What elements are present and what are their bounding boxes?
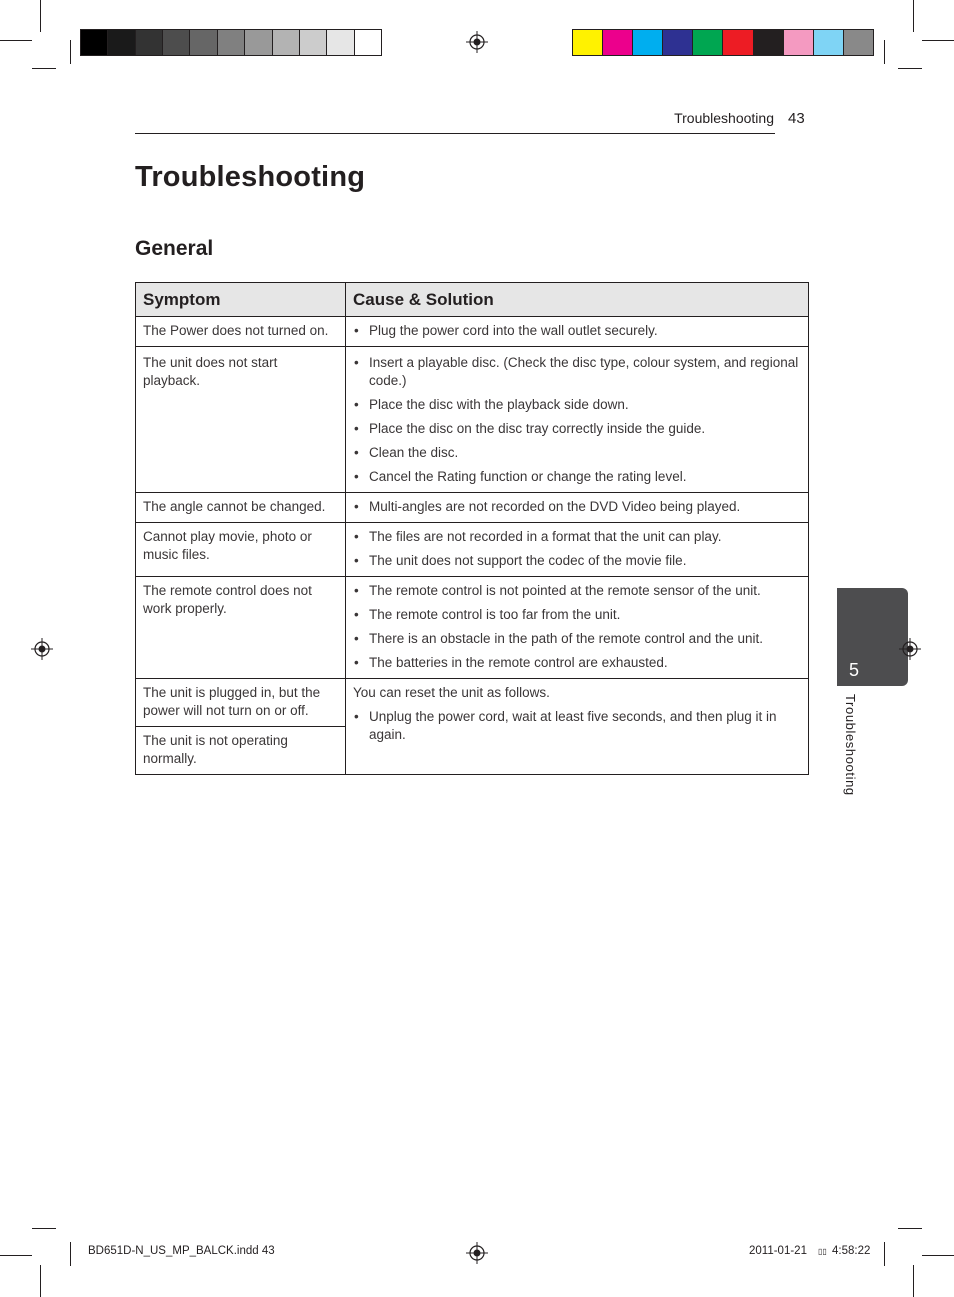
registration-crosshair-icon: [31, 638, 53, 660]
solution-cell: [346, 679, 809, 775]
header-rule: [135, 133, 775, 134]
crop-mark: [884, 40, 885, 64]
crop-mark: [913, 0, 914, 32]
crop-mark: [898, 68, 922, 69]
solution-cell: [346, 347, 809, 493]
page-title: Troubleshooting: [135, 161, 366, 193]
symptom-cell: The unit is not operating normally.: [136, 727, 346, 775]
grayscale-swatch: [163, 30, 190, 55]
table-row: [136, 493, 809, 523]
grayscale-color-bar: [80, 29, 382, 56]
symptom-cell: The unit does not start playback.: [136, 347, 346, 493]
table-row: [136, 347, 809, 493]
solution-item: • Cancel the Rating function or change the rating level.: [353, 468, 801, 486]
footer-time: 4:58:22: [832, 1245, 871, 1257]
troubleshooting-table: [135, 282, 809, 775]
solution-item: • The files are not recorded in a format that the unit can play.: [353, 528, 801, 546]
process-color-swatch: [844, 30, 873, 55]
grayscale-swatch: [108, 30, 135, 55]
crop-mark: [70, 40, 71, 64]
solution-list: [353, 582, 801, 672]
crop-mark: [898, 1228, 922, 1229]
solution-item: • Plug the power cord into the wall outlet securely.: [353, 322, 801, 340]
grayscale-swatch: [218, 30, 245, 55]
solution-cell: [346, 493, 809, 523]
solution-item: • Clean the disc.: [353, 444, 801, 462]
process-color-bar: [572, 29, 874, 56]
table-header-row: [136, 283, 809, 317]
footer-glyph: ▯▯: [818, 1247, 827, 1256]
symptom-cell: The remote control does not work properly.: [136, 577, 346, 679]
solution-list: [353, 354, 801, 486]
grayscale-swatch: [190, 30, 217, 55]
running-header-title: Troubleshooting: [674, 110, 774, 126]
crop-mark: [32, 1228, 56, 1229]
symptom-cell: The Power does not turned on.: [136, 317, 346, 347]
grayscale-swatch: [355, 30, 381, 55]
registration-crosshair-icon: [466, 31, 488, 53]
process-color-swatch: [603, 30, 633, 55]
section-heading: General: [135, 237, 214, 260]
solution-item: • The unit does not support the codec of the movie file.: [353, 552, 801, 570]
solution-item: • There is an obstacle in the path of the remote control and the unit.: [353, 630, 801, 648]
crop-mark: [913, 1265, 914, 1297]
crop-mark: [32, 68, 56, 69]
crop-mark: [70, 1242, 71, 1266]
crop-mark: [0, 40, 32, 41]
process-color-swatch: [663, 30, 693, 55]
solution-cell: [346, 317, 809, 347]
solution-item: • Place the disc with the playback side down.: [353, 396, 801, 414]
solution-cell: [346, 523, 809, 577]
process-color-swatch: [814, 30, 844, 55]
solution-list: [353, 528, 801, 570]
solution-item: • Unplug the power cord, wait at least five seconds, and then plug it in again.: [353, 708, 801, 744]
symptom-cell: Cannot play movie, photo or music files.: [136, 523, 346, 577]
solution-item: • Insert a playable disc. (Check the disc type, colour system, and regional code.): [353, 354, 801, 390]
solution-list: [353, 498, 801, 516]
table-row: [136, 679, 809, 727]
process-color-swatch: [723, 30, 753, 55]
page-number: 43: [788, 110, 805, 127]
process-color-swatch: [784, 30, 814, 55]
grayscale-swatch: [300, 30, 327, 55]
solution-intro: You can reset the unit as follows.: [353, 685, 550, 700]
solution-item: • Place the disc on the disc tray correctly inside the guide.: [353, 420, 801, 438]
crop-mark: [40, 1265, 41, 1297]
symptom-cell: The angle cannot be changed.: [136, 493, 346, 523]
process-color-swatch: [633, 30, 663, 55]
process-color-swatch: [754, 30, 784, 55]
solution-list: [353, 708, 801, 744]
grayscale-swatch: [81, 30, 108, 55]
registration-crosshair-icon: [466, 1242, 488, 1264]
table-row: [136, 577, 809, 679]
solution-cell: [346, 577, 809, 679]
solution-item: • The remote control is too far from the unit.: [353, 606, 801, 624]
crop-mark: [0, 1255, 32, 1256]
column-header-solution: Cause & Solution: [346, 283, 809, 317]
footer-date: 2011-01-21: [749, 1245, 807, 1257]
column-header-symptom: Symptom: [136, 283, 346, 317]
process-color-swatch: [693, 30, 723, 55]
crop-mark: [884, 1242, 885, 1266]
grayscale-swatch: [273, 30, 300, 55]
grayscale-swatch: [327, 30, 354, 55]
symptom-cell: The unit is plugged in, but the power will not turn on or off.: [136, 679, 346, 727]
table-row: [136, 523, 809, 577]
registration-crosshair-icon: [899, 638, 921, 660]
chapter-tab: [837, 588, 908, 686]
crop-mark: [922, 1255, 954, 1256]
process-color-swatch: [573, 30, 603, 55]
table-row: [136, 317, 809, 347]
chapter-label: Troubleshooting: [843, 694, 858, 796]
crop-mark: [40, 0, 41, 32]
crop-mark: [922, 40, 954, 41]
solution-item: • The remote control is not pointed at the remote sensor of the unit.: [353, 582, 801, 600]
grayscale-swatch: [136, 30, 163, 55]
solution-item: • Multi-angles are not recorded on the DVD Video being played.: [353, 498, 801, 516]
solution-item: • The batteries in the remote control are exhausted.: [353, 654, 801, 672]
footer-file-name: BD651D-N_US_MP_BALCK.indd 43: [88, 1245, 275, 1257]
chapter-number: 5: [849, 660, 860, 680]
grayscale-swatch: [245, 30, 272, 55]
solution-list: [353, 322, 801, 340]
